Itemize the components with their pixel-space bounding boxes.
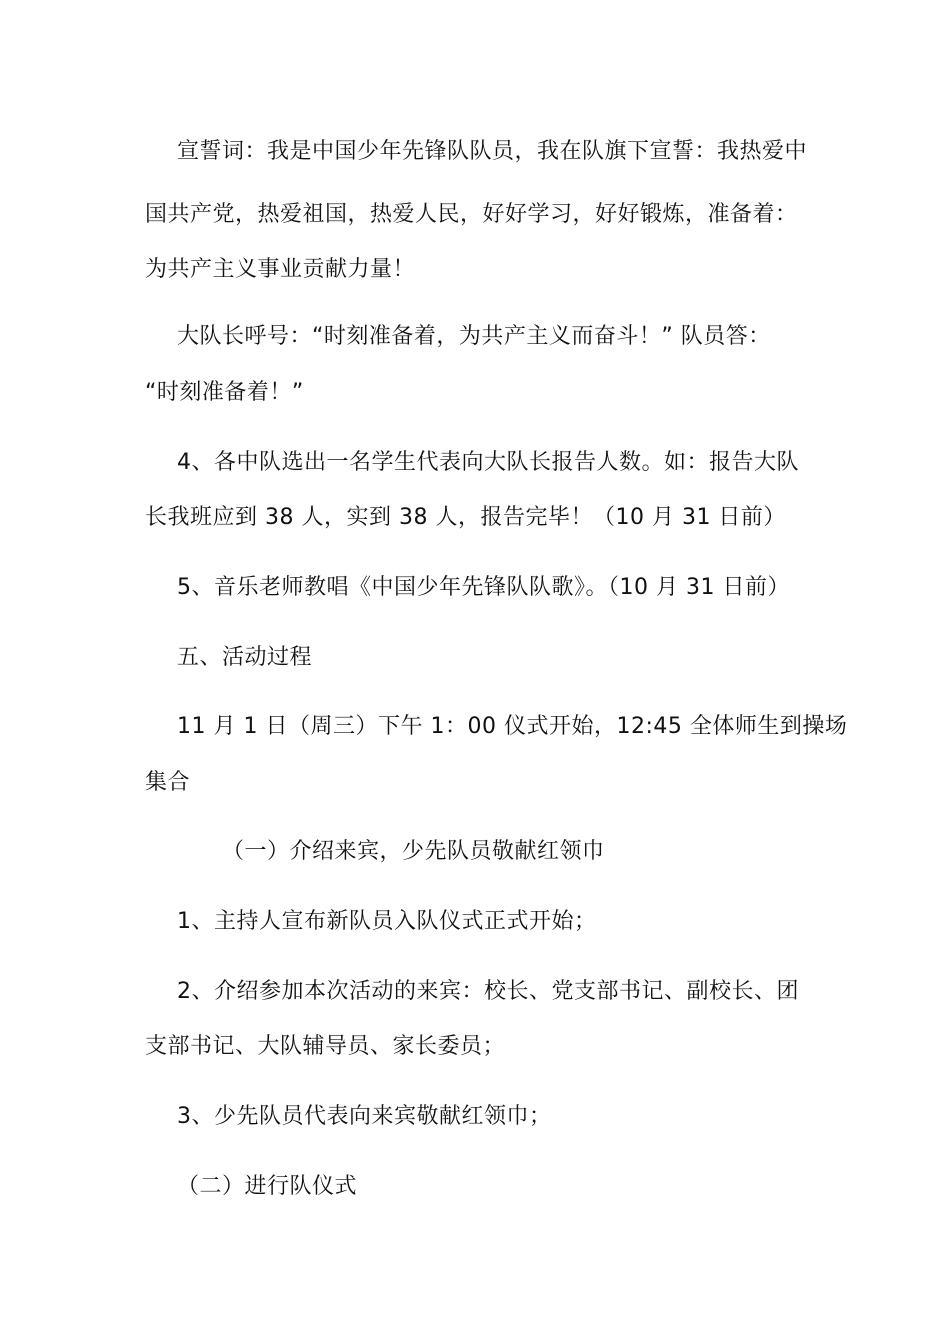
oath-text-line-3: 为共产主义事业贡献力量！ xyxy=(145,257,416,282)
step-3-line: 3、少先队员代表向来宾敬献红领巾； xyxy=(177,1104,552,1129)
oath-text-line-2: 国共产党，热爱祖国，热爱人民，好好学习，好好锻炼，准备着： xyxy=(145,202,798,227)
item-4-line-2: 长我班应到 38 人，实到 38 人，报告完毕！（10 月 31 日前） xyxy=(145,505,786,530)
step-2-line-1: 2、介绍参加本次活动的来宾：校长、党支部书记、副校长、团 xyxy=(177,979,799,1004)
step-2-line-2: 支部书记、大队辅导员、家长委员； xyxy=(145,1034,506,1059)
step-1-line: 1、主持人宣布新队员入队仪式正式开始； xyxy=(177,909,597,934)
captain-call-line-1: 大队长呼号：“时刻准备着，为共产主义而奋斗！” 队员答： xyxy=(177,324,771,349)
oath-text-line-1: 宣誓词：我是中国少年先锋队队员，我在队旗下宣誓：我热爱中 xyxy=(177,139,808,164)
subsection-heading-2: （二）进行队仪式 xyxy=(177,1174,358,1199)
schedule-line-1: 11 月 1 日（周三）下午 1：00 仪式开始，12:45 全体师生到操场 xyxy=(177,714,848,739)
item-4-line-1: 4、各中队选出一名学生代表向大队长报告人数。如：报告大队 xyxy=(177,450,799,475)
subsection-heading-1: （一）介绍来宾，少先队员敬献红领巾 xyxy=(222,839,605,864)
section-heading-activity-process: 五、活动过程 xyxy=(177,645,313,670)
item-5-line: 5、音乐老师教唱《中国少年先锋队队歌》。（10 月 31 日前） xyxy=(177,575,790,600)
schedule-line-2: 集合 xyxy=(145,770,191,795)
captain-call-line-2: “时刻准备着！” xyxy=(145,380,304,405)
